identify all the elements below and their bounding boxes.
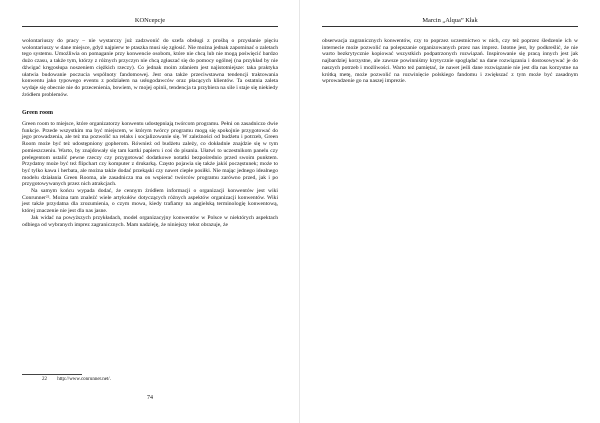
running-header: Marcin „Alqua” Kłak (322, 16, 578, 27)
paragraph: obserwacja zagranicznych konwentów, czy to poprzez uczestnictwo w nich, czy też poprzez śledzenie ich w internecie może pozwolić na polepszanie organizowanych przez nas imprez. Istotne jest, by podkreślić, że nie warto bezkrytycznie kopiować wszystkich podpatrzonych rozwiązań. Inspirowanie się pracą innych jest jak najbardziej korzystne, ale zawsze powinniśmy krytycznie spoglądać na dane rozwiązania i dostosowywać je do naszych potrzeb i możliwości. Warto też pamiętać, że nawet jeśli dane rozwiązanie nie jest dla nas korzystne na krótką metę, może pozwolić na rozwinięcie polskiego fandomu i zwiększać z tym może być zasadnym wprowadzenie go na naszej imprezie. (322, 38, 578, 85)
running-header: KONcepcje (22, 16, 278, 27)
paragraph: Na samym końcu wypada dodać, że cennym źródłem informacji o organizacji konwentów jest wiki Conrunner²². Można tam znaleźć wiele artykułów dotyczących różnych aspektów organizacji konwentów. Wiki jest także przydatna dla zrozumienia, o czym mowa, kiedy trafiamy na angielską terminologię konwentową, której znaczenie nie jest dla nas jasne. (22, 188, 278, 215)
section-heading: Green room (22, 110, 53, 117)
body-text (322, 38, 578, 85)
right-page (300, 0, 600, 423)
paragraph: Jak widać na powyższych przykładach, model organizacyjny konwentów w Polsce w niektórych aspektach odbiega od wybranych imprez zagranicznych. Mam nadzieję, że niniejszy tekst obrazuje, że (22, 214, 278, 228)
footnote (22, 377, 278, 383)
page-number: 74 (147, 395, 153, 401)
paragraph: wolontariuszy do pracy – nie wystarczy już zadzwonić do szefa obsługi z prośbą o przysłanie pięciu wolontariuszy w dane miejsce, gdyż najpierw te ptaszka musi się zgłosić. Nie można jednak zapominać o zaletach tego systemu. Umożliwia on pomaganie przy konwencie osobom, które nie chcą lub nie mogą poświęcić bardzo dużo czasu, a także tym, którzy z różnych przyczyn nie chcą zgłaszać się do pomocy ogólnej (na przykład by nie dźwigać kręgosłupa noszeniem ciężkich rzeczy). Co jednak moim zdaniem jest najistotniejsze: taka praktyka ułatwia budowanie poczucia wspólnoty fandomowej. Jest ona także przeciwstawna tendencji traktowania konwentu jako typowego eventu z podziałem na usługodawców oraz płacących klientów. Ta ostatnia zaleta wydaje się obecnie nie do przecenienia, bowiem, w mojej opinii, tendencja ta przybiera na sile i staje się niekiedy źródłem problemów. (22, 38, 278, 98)
body-text (22, 38, 278, 228)
footnote-number: 22 (42, 377, 47, 382)
paragraph: Green room to miejsce, które organizatorzy konwentu udostępniają twórcom programu. Pełni on zasadniczo dwie funkcje. Przede wszystkim ma być miejscem, w którym twórcy programu mogą się spokojnie przygotować do jego prowadzenia, ale też ma pozwolić na relaks i socjalizowanie się. W zależności od budżetu i potrzeb, Green Room może być też udostępniony gopherom. Również od budżetu zależy, co dokładnie znajdzie się w tym pomieszczeniu. Warto, by znajdowały się tam kartki papieru i coś do pisania. Ułatwi to uczestnikom panelu czy prelegentom ustalić pewne rzeczy czy przygotować dodatkowe notatki bezpośrednio przed swoim punktem. Przydatny może być też flipchart czy komputer z drukarką. Często pojawia się także jakiś poczęstunek; może to być tylko kawa i herbata, ale można także dodać przekąski czy nawet ciepłe posiłki. Nie mając jednego idealnego modelu działania Green Rooma, ale zasadnicza ma on wspierać twórców programu zarówno przed, jak i po przygotowywanych przez nich atrakcjach. (22, 121, 278, 188)
footnote-rule (22, 374, 82, 375)
footnote-link[interactable]: http://www.conrunner.net/. (57, 377, 111, 382)
